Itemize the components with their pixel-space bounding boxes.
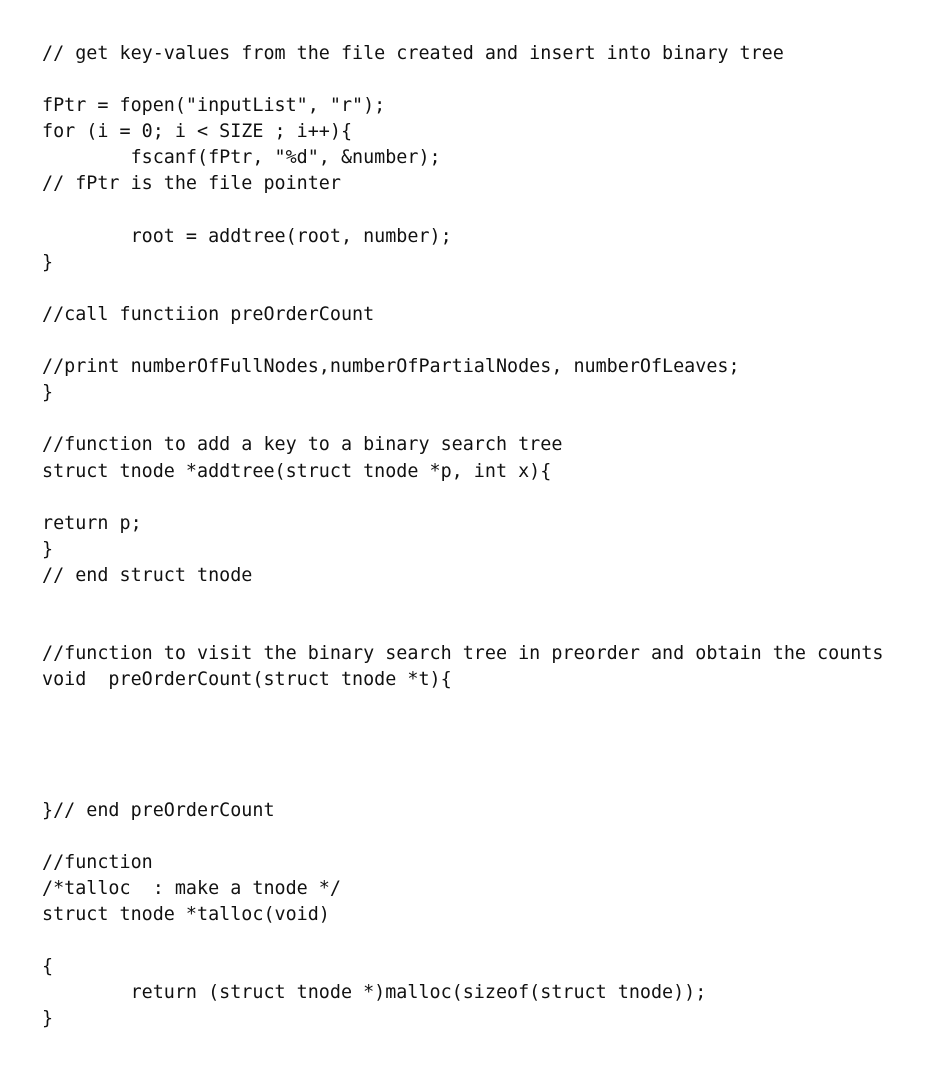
code-line: } bbox=[42, 1008, 54, 1030]
code-line bbox=[42, 328, 942, 354]
code-line: { bbox=[42, 956, 54, 978]
code-line: // fPtr is the file pointer bbox=[42, 173, 341, 195]
code-line bbox=[42, 198, 942, 224]
code-line: struct tnode *talloc(void) bbox=[42, 904, 330, 926]
code-line bbox=[42, 589, 942, 615]
code-line: fscanf(fPtr, "%d", &number); bbox=[42, 147, 441, 169]
code-line: //call functiion preOrderCount bbox=[42, 303, 375, 325]
code-line bbox=[42, 772, 942, 798]
code-line bbox=[42, 276, 942, 302]
code-line: // get key-values from the file created and insert into binary tree bbox=[42, 43, 784, 64]
code-line bbox=[42, 693, 942, 719]
code-line: //function to visit the binary search tree in preorder and obtain the counts bbox=[42, 643, 884, 665]
code-line bbox=[42, 928, 942, 954]
code-line bbox=[42, 746, 942, 772]
code-line bbox=[42, 406, 942, 432]
code-line bbox=[42, 719, 942, 745]
code-line: } bbox=[42, 538, 54, 560]
code-line: /*talloc : make a tnode */ bbox=[42, 878, 341, 899]
code-line: fPtr = fopen("inputList", "r"); bbox=[42, 95, 386, 117]
code-line bbox=[42, 67, 942, 93]
code-line bbox=[42, 824, 942, 850]
code-line: for (i = 0; i < SIZE ; i++){ bbox=[42, 121, 353, 143]
code-line: //function to add a key to a binary search tree bbox=[42, 434, 563, 456]
code-line: } bbox=[42, 251, 54, 273]
code-line: }// end preOrderCount bbox=[42, 799, 275, 821]
code-line: void preOrderCount(struct tnode *t){ bbox=[42, 669, 452, 691]
code-line: //print numberOfFullNodes,numberOfPartialNodes, numberOfLeaves; bbox=[42, 356, 740, 378]
code-line: //function bbox=[42, 851, 153, 873]
code-line bbox=[42, 615, 942, 641]
code-line bbox=[42, 485, 942, 511]
code-line: } bbox=[42, 382, 54, 404]
code-line: return p; bbox=[42, 512, 142, 534]
code-listing bbox=[42, 41, 942, 1033]
code-line: struct tnode *addtree(struct tnode *p, int x){ bbox=[42, 460, 552, 482]
code-line: // end struct tnode bbox=[42, 564, 253, 586]
code-line: root = addtree(root, number); bbox=[42, 225, 452, 247]
code-line: return (struct tnode *)malloc(sizeof(struct tnode)); bbox=[42, 982, 707, 1004]
